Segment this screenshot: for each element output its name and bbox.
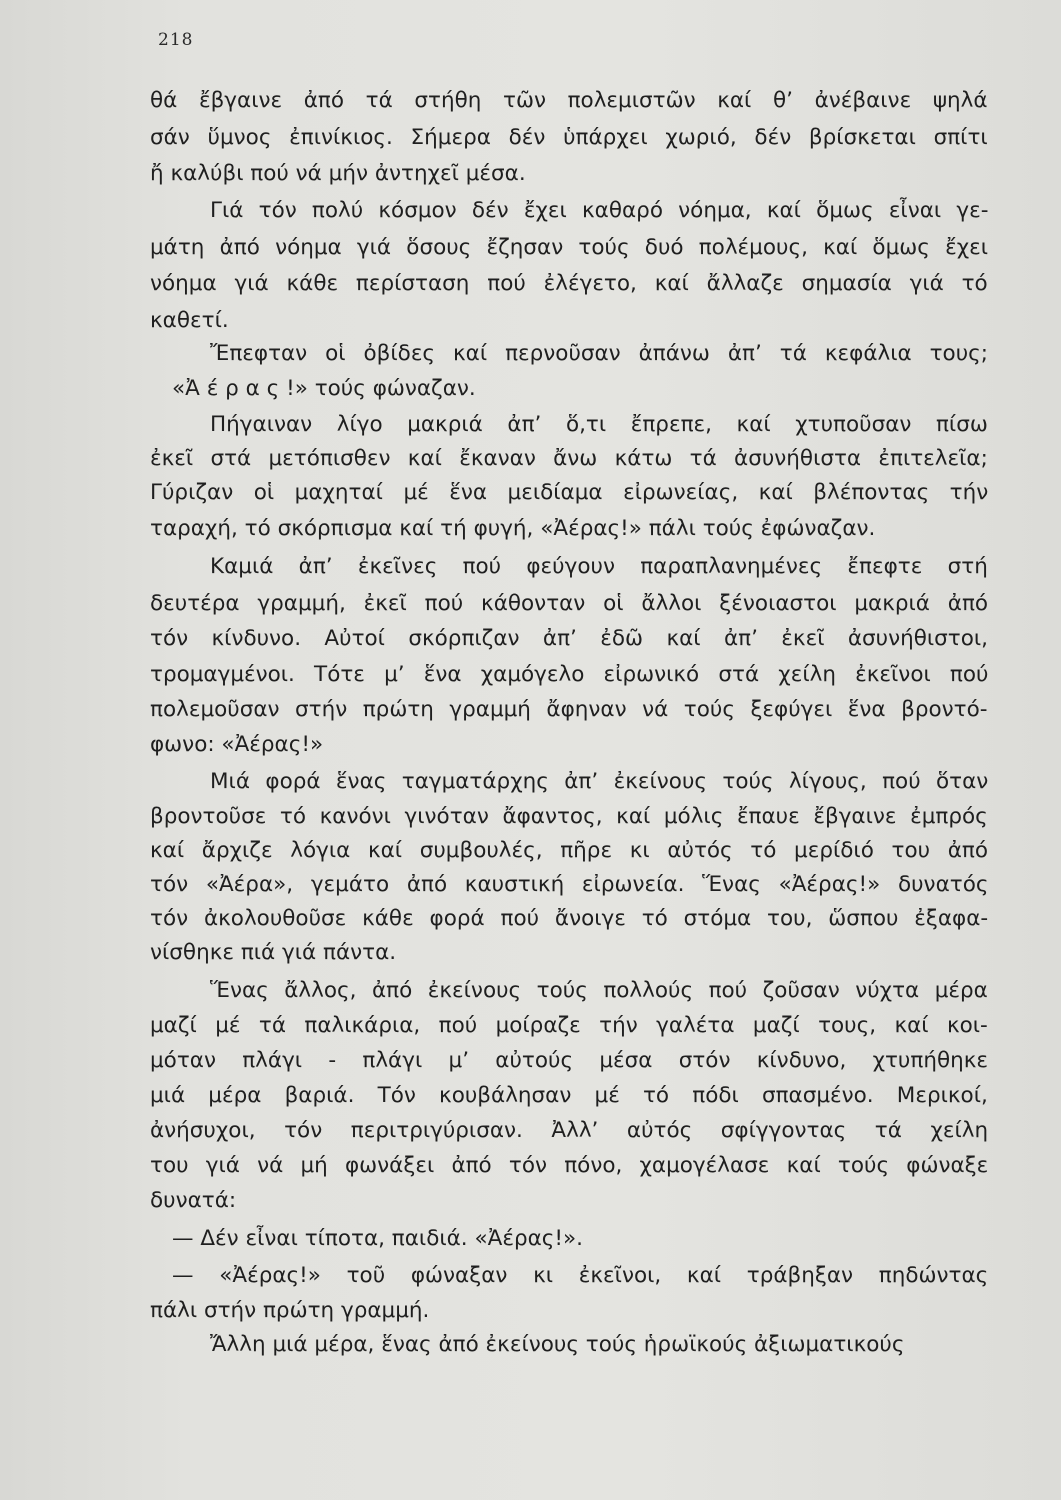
text-line: ταραχή, τό σκόρπισμα καί τή φυγή, «Ἀέρας!» πάλι τούς ἐφώναζαν. (150, 516, 876, 541)
text-line: «Ἀ έ ρ α ς !» τούς φώναζαν. (172, 376, 476, 401)
text-line: σάν ὕμνος ἐπινίκιος. Σήμερα δέν ὑπάρχει χωριό, δέν βρίσκεται σπίτι (150, 125, 988, 150)
text-line: πάλι στήν πρώτη γραμμή. (150, 1298, 430, 1323)
paragraph-start: Ἄλλη μιά μέρα, ἕνας ἀπό ἐκείνους τούς ἡρωϊκούς ἀξιωματικούς (210, 1332, 905, 1357)
text-line: τόν κίνδυνο. Αὐτοί σκόρπιζαν ἀπ’ ἐδῶ καί ἀπ’ ἐκεῖ ἀσυνήθιστοι, (150, 626, 989, 651)
text-line: φωνο: «Ἀέρας!» (150, 732, 324, 757)
text-line: καί ἄρχιζε λόγια καί συμβουλές, πῆρε κι αὐτός τό μερίδιό του ἀπό (150, 838, 988, 863)
text-line: μάτη ἀπό νόημα γιά ὅσους ἔζησαν τούς δυό πολέμους, καί ὅμως ἔχει (150, 235, 989, 260)
dialogue-line: — Δέν εἶναι τίποτα, παιδιά. «Ἀέρας!». (172, 1226, 583, 1251)
paragraph-start: Καμιά ἀπ’ ἐκεῖνες πού φεύγουν παραπλανημένες ἔπεφτε στή (210, 554, 988, 579)
text-line: νόημα γιά κάθε περίσταση πού ἐλέγετο, καί ἄλλαζε σημασία γιά τό (150, 271, 988, 296)
text-line: μιά μέρα βαριά. Τόν κουβάλησαν μέ τό πόδι σπασμένο. Μερικοί, (150, 1083, 988, 1108)
text-line: μόταν πλάγι - πλάγι μ’ αὐτούς μέσα στόν κίνδυνο, χτυπήθηκε (150, 1048, 989, 1073)
text-line: πολεμοῦσαν στήν πρώτη γραμμή ἄφηναν νά τούς ξεφύγει ἕνα βροντό- (150, 697, 988, 722)
text-line: καθετί. (150, 308, 229, 333)
text-line: του γιά νά μή φωνάξει ἀπό τόν πόνο, χαμογέλασε καί τούς φώναξε (150, 1153, 989, 1178)
text-line: ἤ καλύβι πού νά μήν ἀντηχεῖ μέσα. (150, 161, 526, 186)
paragraph-start: Μιά φορά ἕνας ταγματάρχης ἀπ’ ἐκείνους τούς λίγους, πού ὅταν (210, 769, 989, 794)
text-line: νίσθηκε πιά γιά πάντα. (150, 940, 397, 965)
text-line: δευτέρα γραμμή, ἐκεῖ πού κάθονταν οἱ ἄλλοι ξένοιαστοι μακριά ἀπό (150, 591, 989, 616)
text-line: ἐκεῖ στά μετόπισθεν καί ἔκαναν ἄνω κάτω τά ἀσυνήθιστα ἐπιτελεῖα; (150, 446, 988, 471)
text-line: τόν «Ἀέρα», γεμάτο ἀπό καυστική εἰρωνεία. Ἕνας «Ἀέρας!» δυνατός (150, 872, 989, 897)
text-line: θά ἔβγαινε ἀπό τά στήθη τῶν πολεμιστῶν καί θ’ ἀνέβαινε ψηλά (150, 88, 988, 113)
text-line: βροντοῦσε τό κανόνι γινόταν ἄφαντος, καί μόλις ἔπαυε ἔβγαινε ἐμπρός (150, 804, 988, 829)
paragraph-start: Πήγαιναν λίγο μακριά ἀπ’ ὅ,τι ἔπρεπε, καί χτυποῦσαν πίσω (210, 412, 988, 437)
text-line: Γύριζαν οἱ μαχηταί μέ ἕνα μειδίαμα εἰρωνείας, καί βλέποντας τήν (150, 480, 989, 505)
paragraph-start: Ἔπεφταν οἱ ὀβίδες καί περνοῦσαν ἀπάνω ἀπ’ τά κεφάλια τους; (210, 341, 989, 366)
dialogue-line: — «Ἀέρας!» τοῦ φώναξαν κι ἐκεῖνοι, καί τράβηξαν πηδώντας (172, 1263, 989, 1288)
paragraph-start: Γιά τόν πολύ κόσμον δέν ἔχει καθαρό νόημα, καί ὅμως εἶναι γε- (210, 198, 989, 223)
text-line: μαζί μέ τά παλικάρια, πού μοίραζε τήν γαλέτα μαζί τους, καί κοι- (150, 1013, 988, 1038)
paragraph-start: Ἕνας ἄλλος, ἀπό ἐκείνους τούς πολλούς πού ζοῦσαν νύχτα μέρα (210, 978, 988, 1003)
page-number: 218 (158, 30, 194, 50)
text-line: ἀνήσυχοι, τόν περιτριγύρισαν. Ἀλλ’ αὐτός σφίγγοντας τά χείλη (150, 1118, 989, 1143)
text-line: τρομαγμένοι. Τότε μ’ ἕνα χαμόγελο εἰρωνικό στά χείλη ἐκεῖνοι πού (150, 662, 989, 687)
text-line: δυνατά: (150, 1188, 237, 1213)
text-line: τόν ἀκολουθοῦσε κάθε φορά πού ἄνοιγε τό στόμα του, ὥσπου ἐξαφα- (150, 906, 989, 931)
